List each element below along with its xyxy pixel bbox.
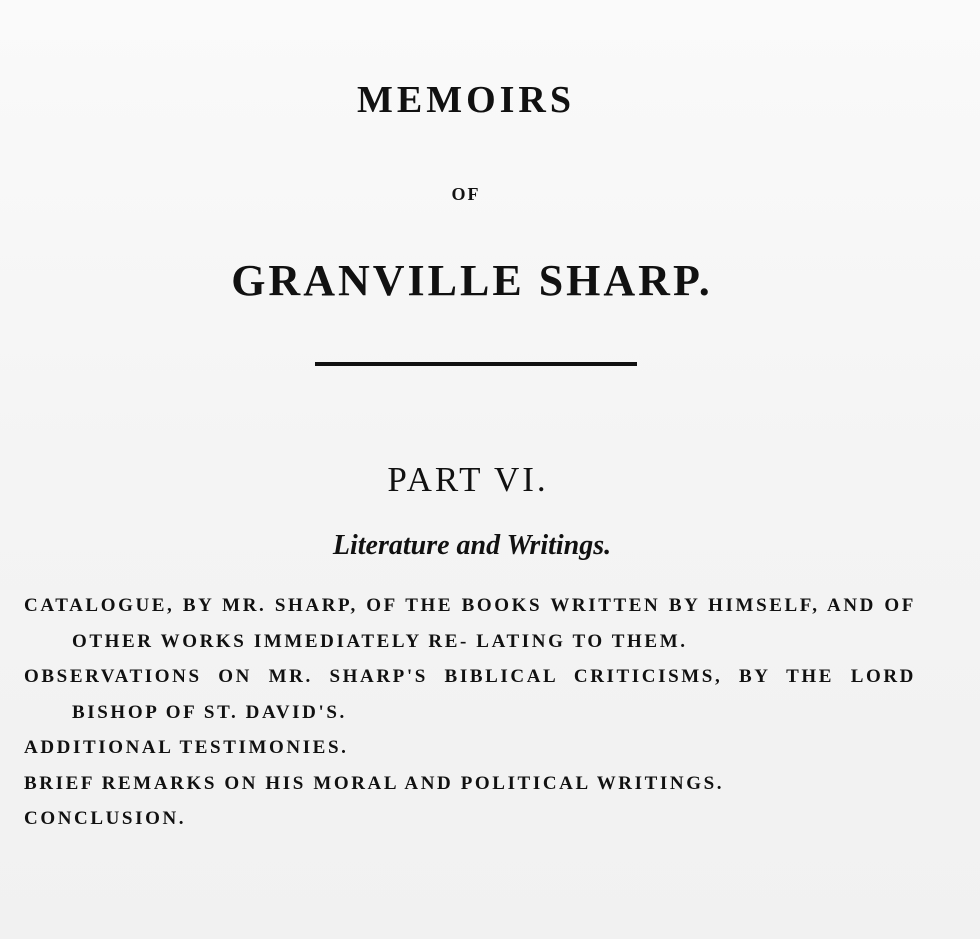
contents-list (24, 588, 916, 837)
contents-item-catalogue: CATALOGUE, BY MR. SHARP, OF THE BOOKS WRITTEN BY HIMSELF, AND OF OTHER WORKS IMMEDIATELY RE- LATING TO THEM. (24, 595, 916, 652)
contents-item-conclusion: CONCLUSION. (24, 808, 187, 829)
part-subtitle: Literature and Writings. (332, 530, 612, 561)
contents-item-observations: OBSERVATIONS ON MR. SHARP'S BIBLICAL CRITICISMS, BY THE LORD BISHOP OF ST. DAVID'S. (24, 666, 916, 723)
title-granville-sharp: GRANVILLE SHARP. (231, 256, 713, 305)
title-of: OF (451, 184, 481, 204)
title-rule-divider (315, 362, 637, 366)
contents-item-remarks: BRIEF REMARKS ON HIS MORAL AND POLITICAL WRITINGS. (24, 772, 725, 794)
contents-item-testimonies: ADDITIONAL TESTIMONIES. (24, 737, 349, 758)
part-heading: PART VI. (387, 460, 549, 499)
title-memoirs: MEMOIRS (357, 79, 575, 121)
